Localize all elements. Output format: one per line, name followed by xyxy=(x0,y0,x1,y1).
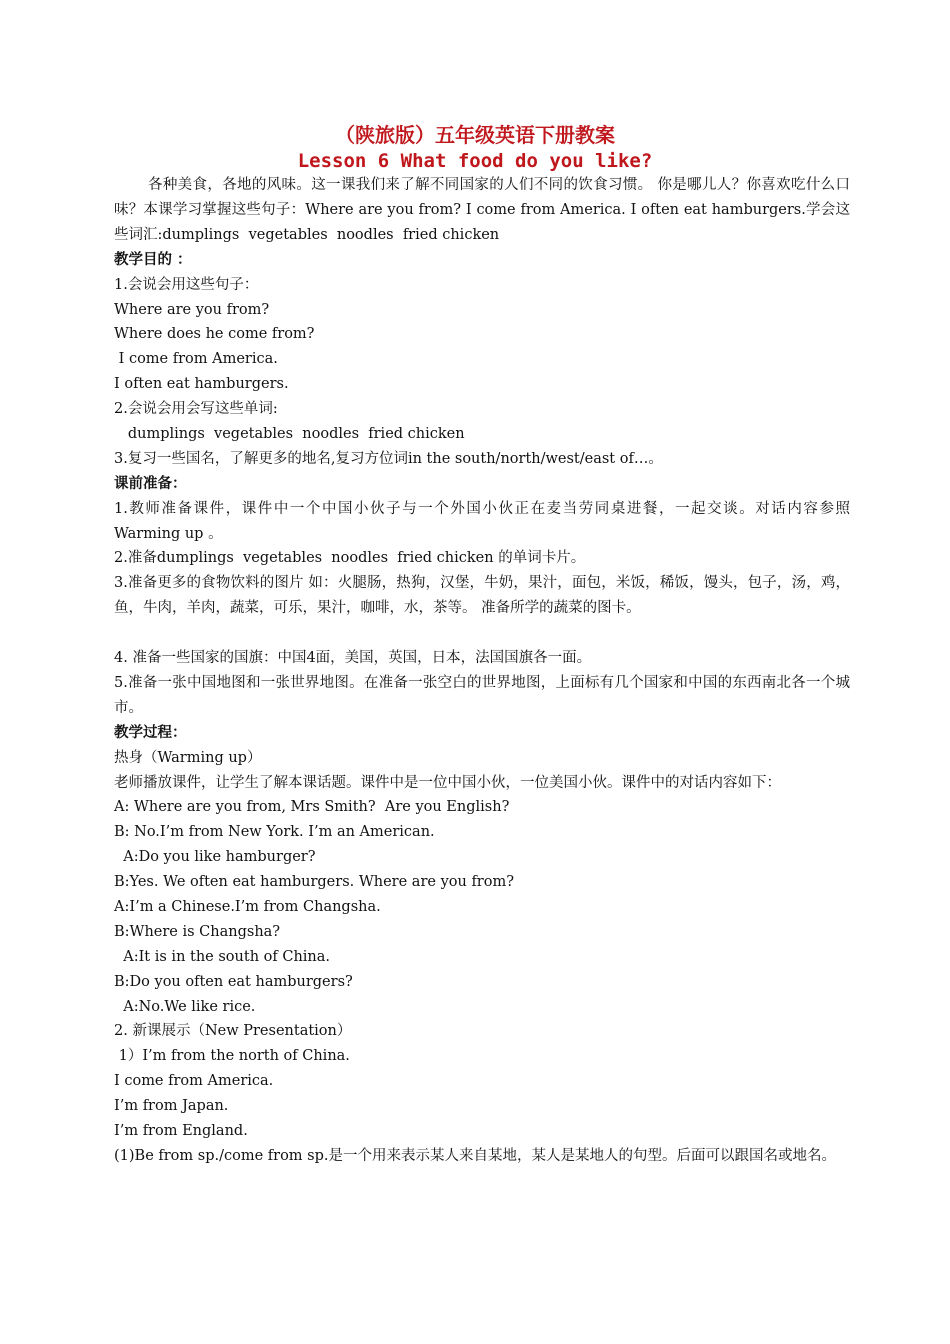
dialogue-line: A:Do you like hamburger? xyxy=(114,849,316,866)
dialogue-line: B:Do you often eat hamburgers? xyxy=(114,973,353,990)
process-heading: 教学过程： xyxy=(114,723,187,741)
goals-item-1: 1.会说会用这些句子： xyxy=(114,276,259,293)
dialogue-line: A:No.We like rice. xyxy=(114,998,256,1015)
goals-item-2: 2.会说会用会写这些单词: xyxy=(114,401,278,418)
dialogue-line: B:Where is Changsha? xyxy=(114,923,281,940)
example-sentence: I’m from Japan. xyxy=(114,1098,229,1115)
dialogue-line: B:Yes. We often eat hamburgers. Where are you from? xyxy=(114,874,514,891)
dialogue-line: B: No.I’m from New York. I’m an American. xyxy=(114,824,435,841)
warmup-heading: 热身（Warming up） xyxy=(114,749,262,766)
prep-item-1: 1.教师准备课件，课件中一个中国小伙子与一个外国小伙正在麦当劳同桌进餐，一起交谈。对话内容参照 Warming up 。 xyxy=(114,500,855,542)
goal-sentence: I often eat hamburgers. xyxy=(114,376,289,393)
document-body xyxy=(114,173,855,1169)
goals-item-3: 3.复习一些国名，了解更多的地名,复习方位词in the south/north/west/east of…。 xyxy=(114,450,663,467)
warmup-description: 老师播放课件，让学生了解本课话题。课件中是一位中国小伙，一位美国小伙。课件中的对话内容如下： xyxy=(114,774,781,791)
goal-sentence: Where does he come from? xyxy=(114,326,315,343)
example-sentence: I come from America. xyxy=(114,1073,274,1090)
dialogue-line: A:I’m a Chinese.I’m from Changsha. xyxy=(114,898,381,915)
goal-sentence: Where are you from? xyxy=(114,301,270,318)
prep-heading: 课前准备： xyxy=(114,474,187,492)
document-title-cn: （陕旅版）五年级英语下册教案 xyxy=(335,123,615,147)
dialogue-line: A: Where are you from, Mrs Smith? Are you English? xyxy=(114,799,510,816)
intro-paragraph: 各种美食，各地的风味。这一课我们来了解不同国家的人们不同的饮食习惯。 你是哪儿人？你喜欢吃什么口味？本课学习掌握这些句子：Where are you from? I come from America. I often eat hamburgers.学会这些词汇:dumplings vegetables noodles fried chicken xyxy=(114,177,850,243)
goals-heading: 教学目的 ： xyxy=(114,250,192,268)
example-sentence: I’m from England. xyxy=(114,1123,248,1139)
new-presentation-heading: 2. 新课展示（New Presentation） xyxy=(114,1023,352,1040)
grammar-note: (1)Be from sp./come from sp.是一个用来表示某人来自某地，某人是某地人的句型。后面可以跟国名或地名。 xyxy=(114,1147,836,1164)
prep-item-3: 3.准备更多的食物饮料的图片 如：火腿肠，热狗，汉堡，牛奶，果汁，面包，米饭，稀饭，馒头，包子，汤，鸡，鱼，牛肉，羊肉，蔬菜，可乐，果汁，咖啡，水，茶等。 准备所学的蔬菜的图卡。 xyxy=(114,575,850,617)
goal-sentence: I come from America. xyxy=(114,351,278,368)
dialogue-line: A:It is in the south of China. xyxy=(114,948,331,965)
blank-line xyxy=(114,621,850,646)
goal-words: dumplings vegetables noodles fried chicken xyxy=(114,425,465,442)
document-title-en: Lesson 6 What food do you like? xyxy=(297,150,653,172)
prep-item-4: 4. 准备一些国家的国旗：中国4面，美国，英国，日本，法国国旗各一面。 xyxy=(114,650,592,667)
example-sentence: 1）I’m from the north of China. xyxy=(114,1048,350,1065)
prep-item-5: 5.准备一张中国地图和一张世界地图。在准备一张空白的世界地图，上面标有几个国家和中国的东西南北各一个城市。 xyxy=(114,674,850,716)
prep-item-2: 2.准备dumplings vegetables noodles fried chicken 的单词卡片。 xyxy=(114,550,586,567)
